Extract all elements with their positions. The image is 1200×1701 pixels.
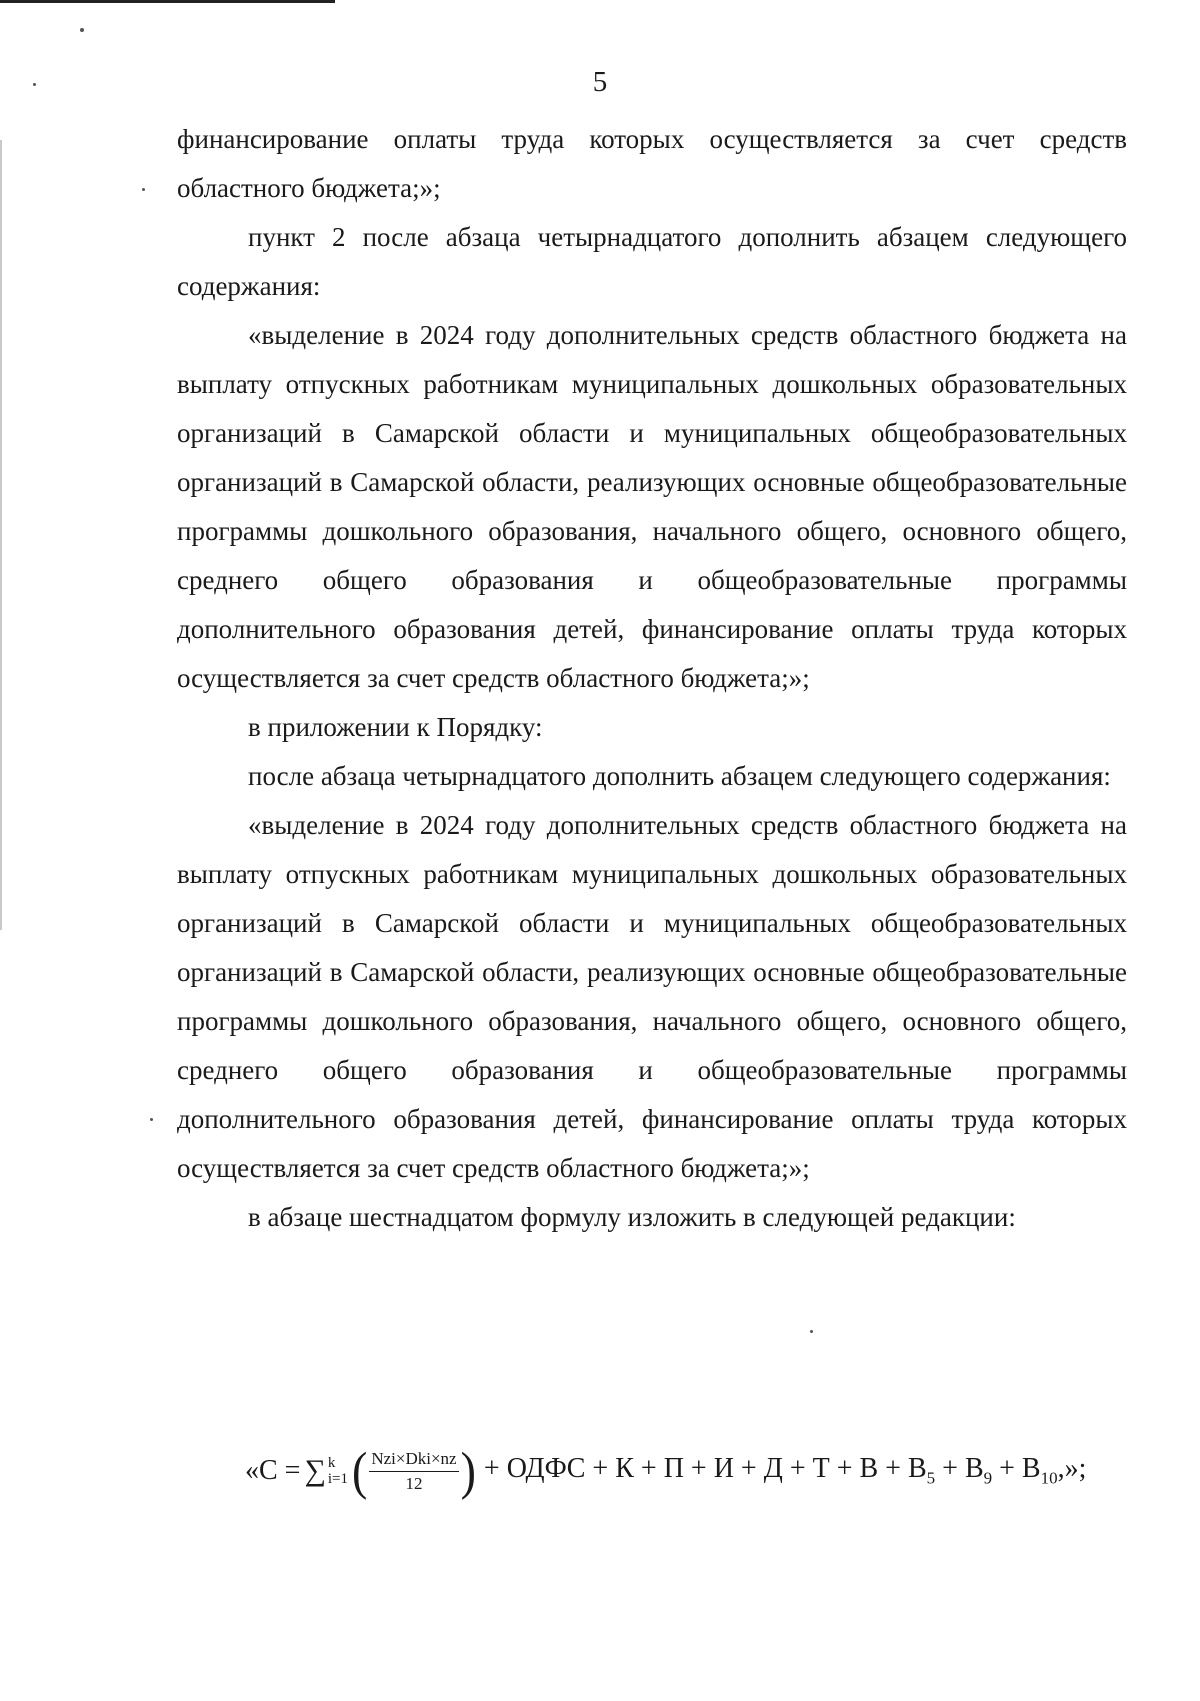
formula-plus-b10: + В bbox=[992, 1453, 1041, 1485]
scan-speck bbox=[810, 1330, 813, 1333]
paragraph-5: после абзаца четырнадцатого дополнить абзацем следующего содержания: bbox=[248, 761, 1111, 791]
sum-lower: i=1 bbox=[327, 1471, 348, 1487]
paragraph-7: в абзаце шестнадцатом формулу изложить в следующей редакции: bbox=[248, 1202, 1016, 1232]
top-rule bbox=[0, 0, 335, 3]
paragraph-2: пункт 2 после абзаца четырнадцатого дополнить абзацем следующего содержания: bbox=[177, 222, 1127, 301]
paragraph-4: в приложении к Порядку: bbox=[248, 712, 543, 742]
scan-speck bbox=[33, 83, 36, 86]
paragraph-3: «выделение в 2024 году дополнительных средств областного бюджета на выплату отпускных работникам муниципальных дошкольных образовательных организаций в Самарской области и муниципальных общеобразовательных организаций в Самарской области, реализующих основные общеобразовательные программы дошкольного образования, начального общего, основного общего, среднего общего образования и общеобразовательные программы дополнительного образования детей, финансирование оплаты труда которых осуществляется за счет средств областного бюджета;»; bbox=[177, 320, 1127, 693]
formula-end: ,»; bbox=[1057, 1453, 1087, 1485]
formula-fraction bbox=[369, 1449, 458, 1494]
left-paren: ( bbox=[352, 1441, 368, 1500]
formula-terms: + ОДФС + К + П + И + Д + Т + В + В bbox=[483, 1453, 927, 1485]
b9-subscript: 9 bbox=[983, 1468, 993, 1488]
sum-limits bbox=[328, 1455, 348, 1487]
formula-lhs: «С = bbox=[245, 1455, 301, 1486]
fraction-numerator: Nzi×Dki×nz bbox=[369, 1449, 458, 1472]
fraction-denominator: 12 bbox=[405, 1473, 423, 1493]
scan-edge bbox=[0, 140, 2, 930]
formula-tail bbox=[484, 1453, 1086, 1489]
formula-plus-b9: + В bbox=[935, 1453, 984, 1485]
b5-subscript: 5 bbox=[926, 1468, 936, 1488]
scan-speck bbox=[142, 188, 145, 191]
right-paren: ) bbox=[460, 1441, 476, 1500]
formula bbox=[245, 1441, 1145, 1500]
scan-speck bbox=[80, 28, 84, 32]
document-body bbox=[177, 115, 1127, 1242]
scan-speck bbox=[150, 1118, 153, 1121]
formula-sum bbox=[304, 1454, 348, 1488]
b10-subscript: 10 bbox=[1040, 1468, 1058, 1488]
paragraph-1: финансирование оплаты труда которых осуществляется за счет средств областного бюджета;»; bbox=[177, 124, 1127, 203]
sum-upper: k bbox=[327, 1455, 336, 1471]
page-number: 5 bbox=[592, 66, 608, 98]
paragraph-6: «выделение в 2024 году дополнительных средств областного бюджета на выплату отпускных работникам муниципальных дошкольных образовательных организаций в Самарской области и муниципальных общеобразовательных организаций в Самарской области, реализующих основные общеобразовательные программы дошкольного образования, начального общего, основного общего, среднего общего образования и общеобразовательные программы дополнительного образования детей, финансирование оплаты труда которых осуществляется за счет средств областного бюджета;»; bbox=[177, 810, 1127, 1183]
sigma-symbol: ∑ bbox=[304, 1454, 326, 1487]
